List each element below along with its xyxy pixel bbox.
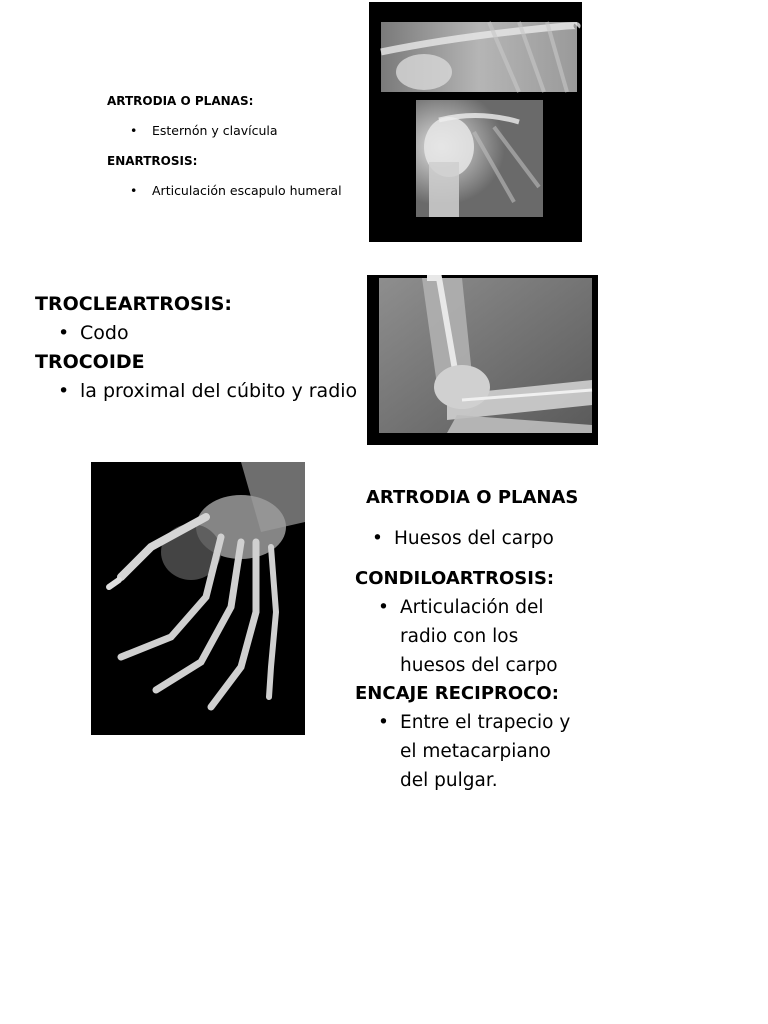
list-item: • Esternón y clavícula <box>152 122 342 140</box>
section-elbow-joints <box>35 290 357 406</box>
elbow-xray-image <box>367 275 598 445</box>
heading-trocleartrosis: TROCLEARTROSIS: <box>35 293 233 315</box>
list-item: • Entre el trapecio y el metacarpiano del pulgar. <box>400 708 572 795</box>
section-hand-joints <box>355 484 605 795</box>
list-encaje-reciproco <box>400 708 605 795</box>
list-enartrosis <box>152 182 342 200</box>
list-trocleartrosis <box>80 318 357 348</box>
list-item: • Codo <box>80 318 357 348</box>
list-item: • Articulación escapulo humeral <box>152 182 342 200</box>
list-item: • Huesos del carpo <box>394 524 605 553</box>
list-item: • Articulación del radio con los huesos del carpo <box>400 593 560 680</box>
list-trocoide <box>80 376 357 406</box>
heading-artrodia-planas: ARTRODIA O PLANAS <box>366 487 579 508</box>
heading-enartrosis: ENARTROSIS: <box>107 154 198 168</box>
list-item: • la proximal del cúbito y radio <box>80 376 357 406</box>
list-artrodia-planas <box>394 524 605 553</box>
heading-artrodia: ARTRODIA O PLANAS: <box>107 94 254 108</box>
heading-trocoide: TROCOIDE <box>35 351 145 373</box>
heading-condiloartrosis: CONDILOARTROSIS: <box>355 568 555 589</box>
section-shoulder-joints <box>107 92 342 212</box>
shoulder-xray-image <box>369 2 582 242</box>
heading-encaje-reciproco: ENCAJE RECIPROCO: <box>355 683 559 704</box>
hand-xray-image <box>91 462 305 735</box>
list-condiloartrosis <box>400 593 605 680</box>
list-artrodia <box>152 122 342 140</box>
